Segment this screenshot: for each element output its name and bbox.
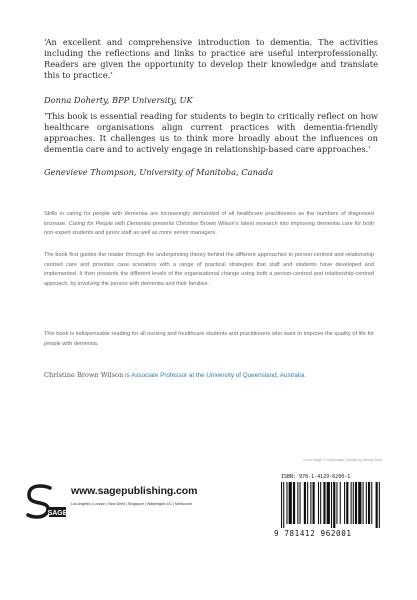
cover-credit: Cover image © GettyImage | Design by Wendy Scott bbox=[302, 458, 382, 462]
barcode-bar bbox=[281, 482, 282, 528]
barcode-bar bbox=[293, 482, 295, 524]
barcode-bar bbox=[307, 482, 308, 524]
blurb-p1-after: presents Christine Brown Wilson’s latest research into improving dementia care for both non-expert students and junior staff as well as more senior managers. bbox=[44, 220, 374, 237]
review-attribution-1: Donna Doherty, BPP University, UK bbox=[44, 95, 193, 105]
barcode-bar bbox=[289, 482, 292, 524]
barcode-bar bbox=[376, 482, 378, 528]
barcode-bar bbox=[299, 482, 300, 524]
barcode-bar bbox=[323, 482, 325, 524]
isbn-label: ISBN: 978-1-4129-6200-1 bbox=[281, 474, 351, 480]
barcode-bar bbox=[320, 482, 321, 524]
barcode-bar bbox=[336, 482, 337, 524]
barcode-bar bbox=[283, 482, 284, 528]
sage-logo-icon bbox=[26, 482, 68, 522]
barcode-digits: 9 781412 962001 bbox=[274, 529, 352, 538]
book-title: Caring for People with Dementia bbox=[68, 220, 151, 227]
blurb-paragraph-3: This book is indispensable reading for all nursing and healthcare students and practitioners who want to improve the quality of life for people with dementia. bbox=[44, 331, 374, 347]
barcode-bar bbox=[286, 482, 287, 524]
blurb-p1-before: Skills in caring for people with dementia are increasingly demanded of all healthcare practitioners as the numbers of diagnosed increase. bbox=[44, 211, 374, 227]
barcode-bar bbox=[340, 482, 341, 524]
review-quote-2: ‘This book is essential reading for students to begin to critically reflect on how healthcare organisations align current practices with dementia-friendly approaches. It challenges us to think more broadly about the influences on dementia care and to actively engage in relationship-based care approaches.’ bbox=[44, 111, 378, 154]
barcode-bars bbox=[281, 482, 381, 528]
barcode-bar bbox=[353, 482, 354, 524]
barcode-bar bbox=[371, 482, 372, 524]
barcode-bar bbox=[368, 482, 370, 524]
review-quote-1: ‘An excellent and comprehensive introduction to dementia. The activities including the reflections and links to practice are useful interprofessionally. Readers are given the opportunity to develop their knowledge and translate this to practice.’ bbox=[44, 37, 378, 80]
barcode-bar bbox=[351, 482, 352, 524]
barcode-bar bbox=[333, 482, 335, 528]
barcode-bar bbox=[297, 482, 298, 524]
sage-logo-text: SAGE bbox=[47, 510, 68, 517]
publisher-cities: Los Angeles | London | New Delhi | Singapore | Washington DC | Melbourne bbox=[71, 502, 193, 506]
barcode-bar bbox=[355, 482, 357, 524]
author-bio bbox=[44, 371, 384, 379]
barcode-bar bbox=[331, 482, 332, 528]
barcode-bar bbox=[346, 482, 348, 524]
barcode-bar bbox=[313, 482, 315, 524]
barcode-bar bbox=[358, 482, 361, 524]
review-attribution-2: Genevieve Thompson, University of Manitoba, Canada bbox=[44, 167, 274, 177]
blurb-paragraph-1 bbox=[44, 210, 374, 239]
barcode-bar bbox=[366, 482, 367, 524]
barcode-bar bbox=[379, 482, 380, 528]
barcode-bar bbox=[344, 482, 345, 524]
barcode-bar bbox=[363, 482, 364, 524]
barcode-bar bbox=[318, 482, 319, 524]
publisher-url[interactable]: www.sagepublishing.com bbox=[71, 485, 198, 497]
barcode-bar bbox=[304, 482, 306, 524]
blurb-paragraph-2: The book first guides the reader through the underpinning theory behind the different approaches to person-centred and relationship centred care and provides case scenarios with a range of practical strategies that staff and students have developed and implemented. It then presents the different levels of the organisational change using both a person-centred and relationship-centred approach, by involving the person with dementia and their families. bbox=[44, 252, 374, 287]
barcode-bar bbox=[310, 482, 311, 524]
author-name: Christine Brown Wilson bbox=[44, 371, 124, 379]
author-affiliation: is Associate Professor at the University of Queensland, Australia. bbox=[123, 372, 307, 379]
barcode-bar bbox=[327, 482, 330, 524]
